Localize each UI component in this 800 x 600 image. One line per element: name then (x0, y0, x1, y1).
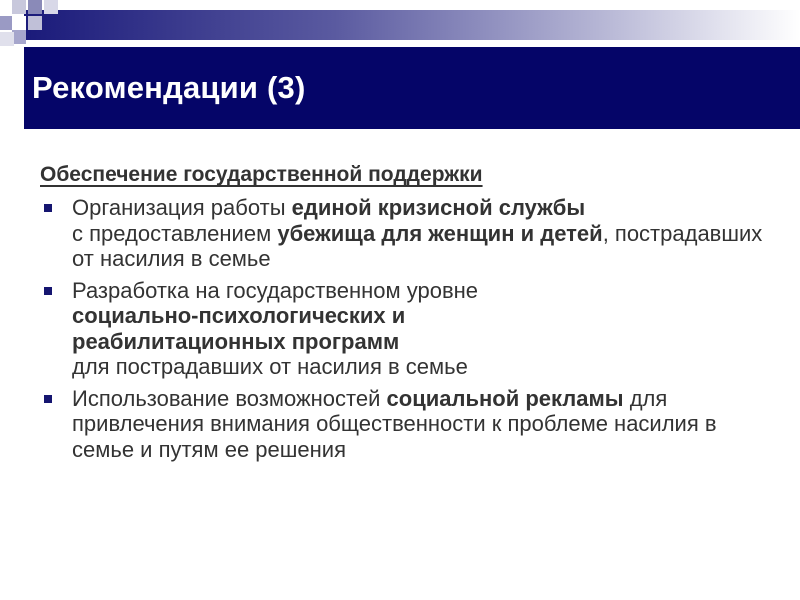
list-item (40, 386, 780, 463)
gradient-strip (24, 10, 800, 40)
emphasis-text: убежища для женщин и детей (277, 220, 603, 246)
item-text: Организация работы (72, 195, 292, 220)
bullet-list (40, 195, 780, 462)
item-text: Использование возможностей (72, 385, 387, 411)
deco-square (28, 16, 42, 30)
item-text: , пострадавших от насилия в семье (72, 220, 763, 271)
emphasis-text: социальной рекламы (386, 385, 624, 411)
deco-square (0, 32, 14, 46)
square-bullet-icon (44, 395, 52, 403)
square-bullet-icon (44, 204, 52, 212)
item-text: с предоставлением (72, 220, 278, 246)
slide-title: Рекомендации (3) (32, 70, 306, 105)
slide-content (40, 162, 780, 468)
emphasis-text: реабилитационных программ (72, 328, 400, 354)
section-subheading: Обеспечение государственной поддержки (40, 163, 483, 186)
deco-square (12, 16, 26, 30)
item-text: для привлечения внимания общественности к проблеме насилия в семье и путям ее решения (72, 385, 717, 462)
list-item (40, 195, 780, 272)
item-text: для пострадавших от насилия в семье (72, 354, 468, 379)
deco-square (28, 0, 42, 14)
item-text: Разработка на государственном уровне (72, 277, 479, 303)
deco-square (44, 0, 58, 14)
deco-square (12, 30, 26, 44)
deco-square (12, 0, 26, 14)
square-bullet-icon (44, 287, 52, 295)
list-item (40, 278, 780, 380)
emphasis-text: социально-психологических и (72, 303, 406, 328)
emphasis-text: единой кризисной службы (291, 195, 586, 220)
